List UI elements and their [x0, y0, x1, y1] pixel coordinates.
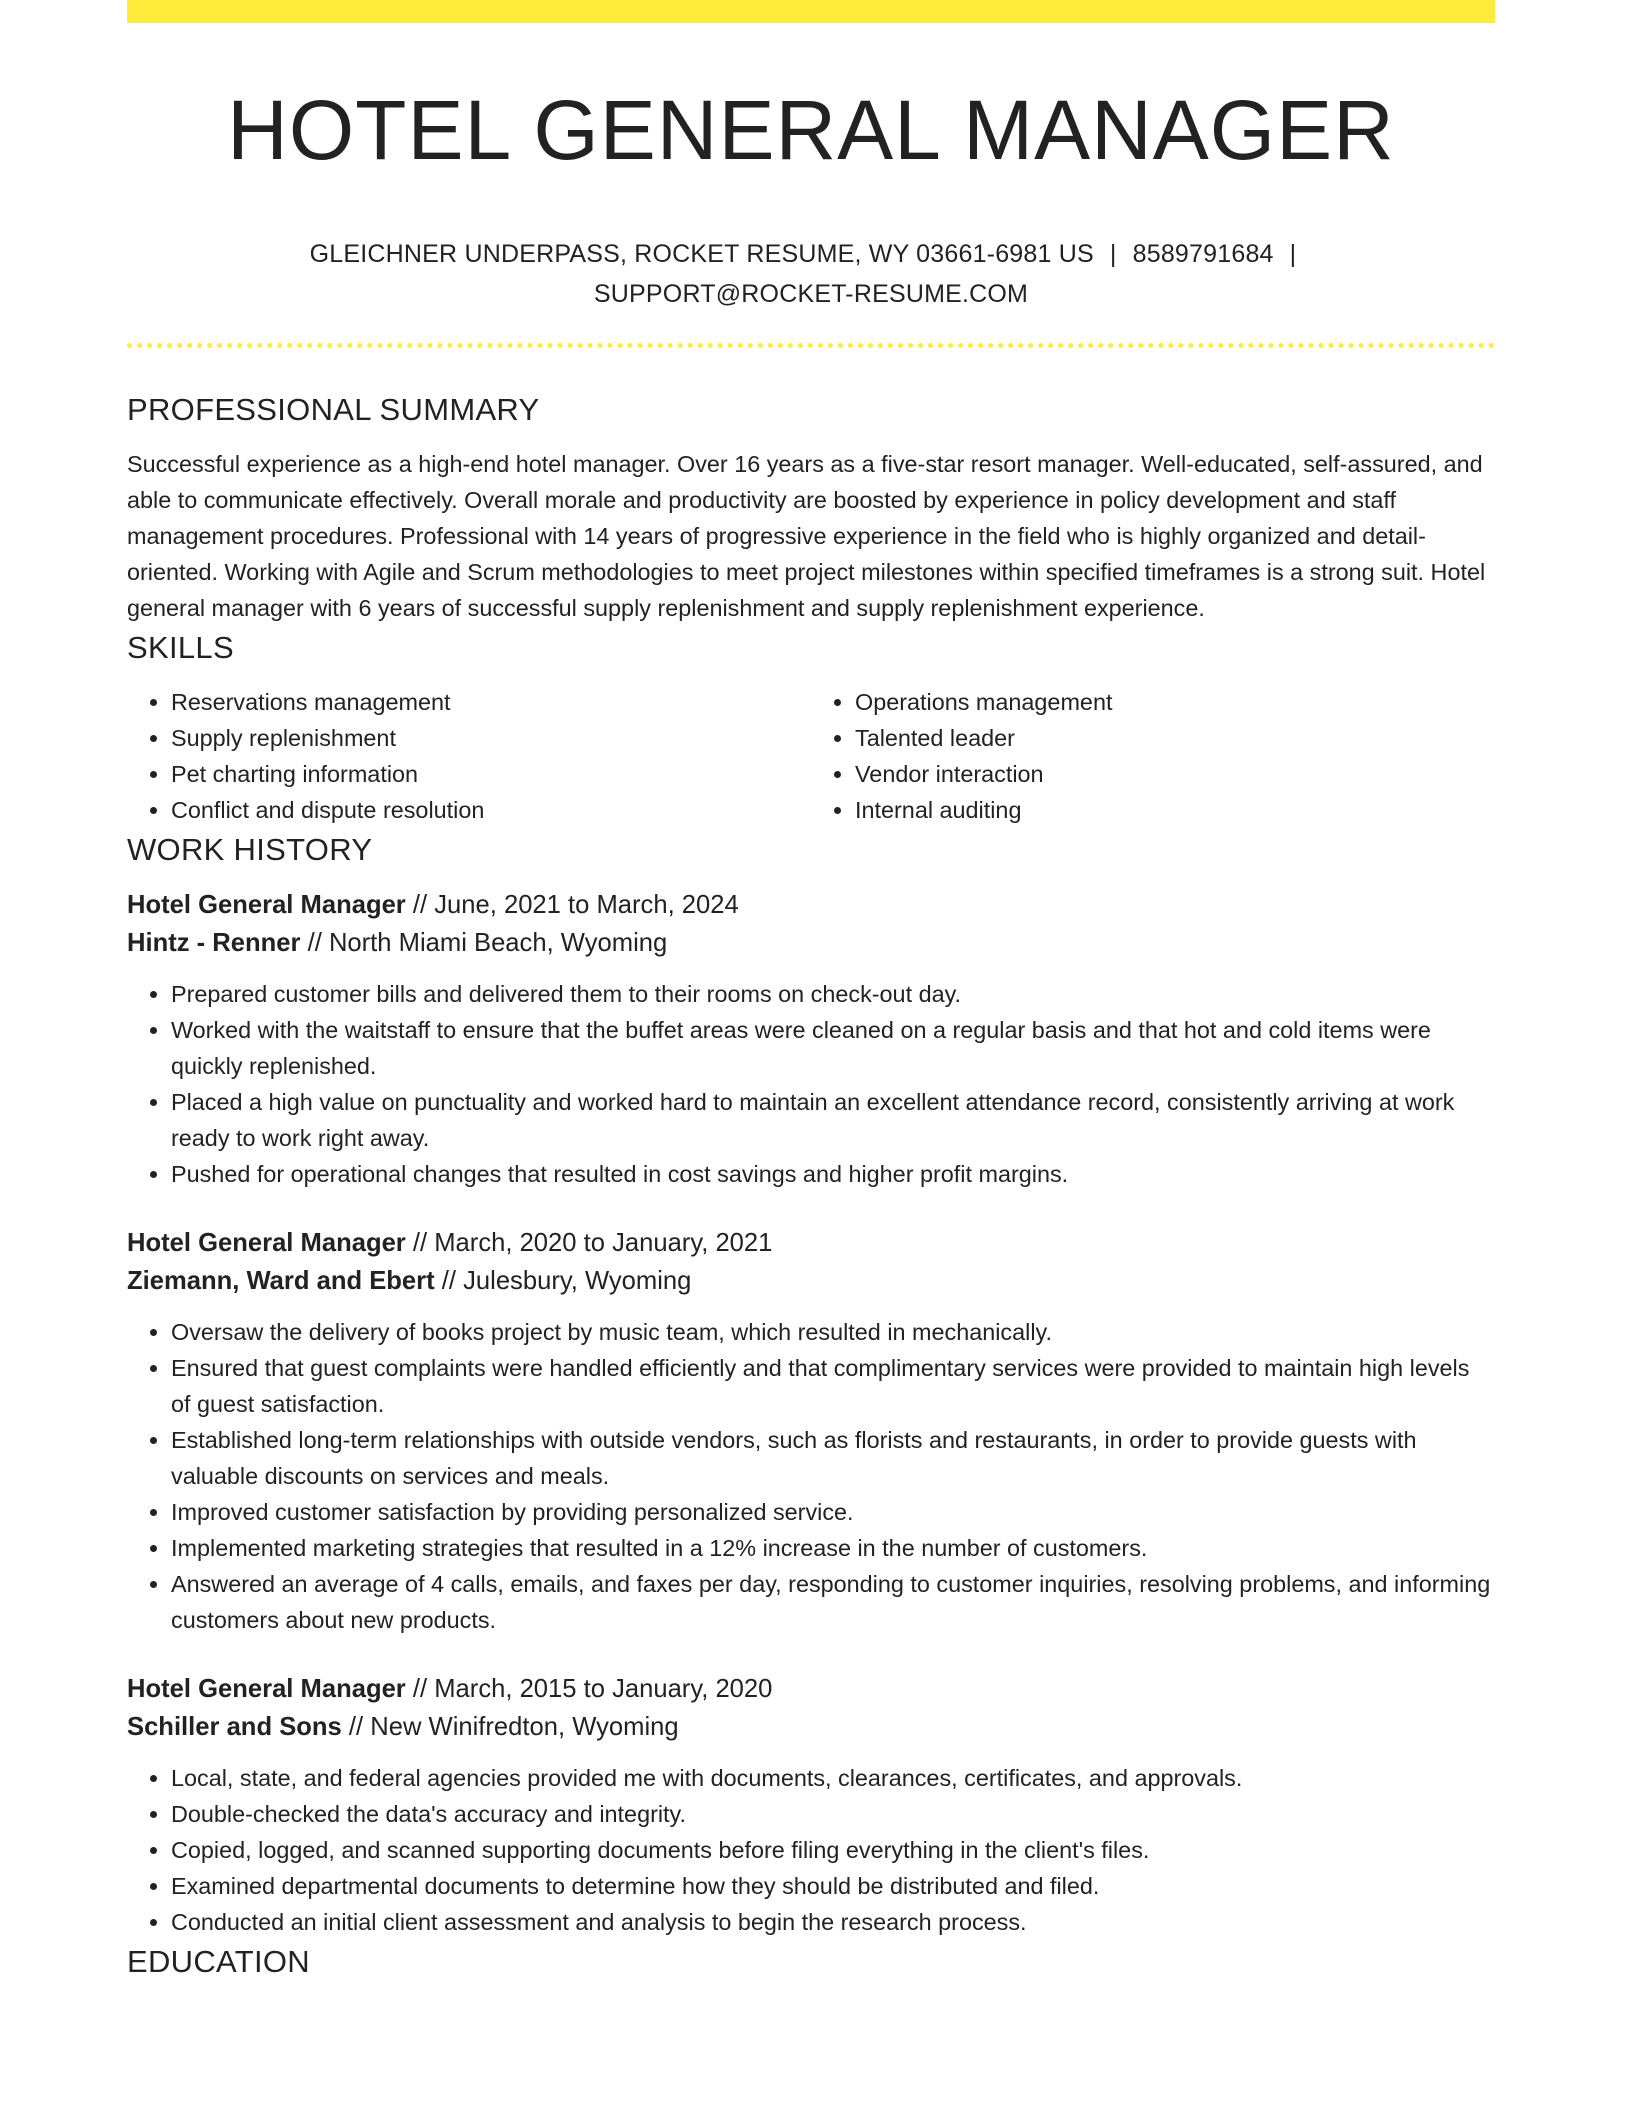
skill-item: • Reservations management — [171, 684, 811, 720]
contact-address: GLEICHNER UNDERPASS, ROCKET RESUME, WY 03661-6981 US — [309, 240, 1094, 268]
job-title: Hotel General Manager — [127, 1229, 406, 1257]
education-heading: EDUCATION — [127, 1944, 310, 1979]
skills-column-right — [811, 684, 1495, 828]
job-title-line — [127, 886, 1495, 924]
job-entry — [127, 1224, 1495, 1638]
job-bullet: • Double-checked the data's accuracy and integrity. — [171, 1796, 1495, 1832]
job-bullets — [127, 976, 1495, 1192]
work-history-heading: WORK HISTORY — [127, 832, 373, 867]
job-title: Hotel General Manager — [127, 1675, 406, 1703]
job-bullet: • Placed a high value on punctuality and worked hard to maintain an excellent attendance record, consistently arriving at work ready to work right away. — [171, 1084, 1495, 1156]
job-dates: // June, 2021 to March, 2024 — [412, 891, 739, 919]
job-bullet: • Local, state, and federal agencies provided me with documents, clearances, certificates, and approvals. — [171, 1760, 1495, 1796]
job-dates: // March, 2020 to January, 2021 — [412, 1229, 773, 1257]
skills-list — [127, 684, 1495, 828]
job-company: Ziemann, Ward and Ebert — [127, 1267, 435, 1295]
resume-content — [127, 388, 1495, 1984]
job-title-line — [127, 1224, 1495, 1262]
summary-heading: PROFESSIONAL SUMMARY — [127, 392, 540, 427]
job-company: Hintz - Renner — [127, 929, 301, 957]
skill-item: • Operations management — [855, 684, 1495, 720]
job-location: // North Miami Beach, Wyoming — [307, 929, 668, 957]
job-bullet: • Examined departmental documents to determine how they should be distributed and filed. — [171, 1868, 1495, 1904]
skill-item: • Vendor interaction — [855, 756, 1495, 792]
job-bullet: • Implemented marketing strategies that resulted in a 12% increase in the number of customers. — [171, 1530, 1495, 1566]
contact-separator: | — [1109, 240, 1117, 268]
skills-heading: SKILLS — [127, 630, 234, 665]
job-bullet: • Improved customer satisfaction by providing personalized service. — [171, 1494, 1495, 1530]
job-company-line — [127, 924, 1495, 962]
contact-separator: | — [1289, 240, 1297, 268]
job-bullet: • Copied, logged, and scanned supporting documents before filing everything in the client's files. — [171, 1832, 1495, 1868]
skills-column-left — [127, 684, 811, 828]
contact-info — [180, 234, 1442, 314]
skill-item: • Pet charting information — [171, 756, 811, 792]
resume-title: HOTEL GENERAL MANAGER — [227, 83, 1395, 177]
job-bullet: • Conducted an initial client assessment and analysis to begin the research process. — [171, 1904, 1495, 1940]
skill-item: • Supply replenishment — [171, 720, 811, 756]
job-location: // New Winifredton, Wyoming — [348, 1713, 679, 1741]
dotted-divider — [127, 343, 1495, 348]
contact-phone: 8589791684 — [1132, 240, 1274, 268]
job-company-line — [127, 1708, 1495, 1746]
job-bullet: • Worked with the waitstaff to ensure that the buffet areas were cleaned on a regular basis and that hot and cold items were quickly replenished. — [171, 1012, 1495, 1084]
job-company-line — [127, 1262, 1495, 1300]
job-title-line — [127, 1670, 1495, 1708]
job-bullet: • Pushed for operational changes that resulted in cost savings and higher profit margins. — [171, 1156, 1495, 1192]
job-title: Hotel General Manager — [127, 891, 406, 919]
job-bullet: • Answered an average of 4 calls, emails, and faxes per day, responding to customer inquiries, resolving problems, and informing customers about new products. — [171, 1566, 1495, 1638]
job-company: Schiller and Sons — [127, 1713, 342, 1741]
job-bullets — [127, 1760, 1495, 1940]
contact-email: SUPPORT@ROCKET-RESUME.COM — [593, 280, 1029, 308]
job-bullet: • Prepared customer bills and delivered them to their rooms on check-out day. — [171, 976, 1495, 1012]
job-bullets — [127, 1314, 1495, 1638]
summary-text: Successful experience as a high-end hotel manager. Over 16 years as a five-star resort manager. Well-educated, self-assured, and able to communicate effectively. Overall morale and productivity are boosted by experience in policy development and staff management procedures. Professional with 14 years of progressive experience in the field who is highly organized and detail-oriented. Working with Agile and Scrum methodologies to meet project milestones within specified timeframes is a strong suit. Hotel general manager with 6 years of successful supply replenishment and supply replenishment experience. — [127, 451, 1486, 621]
job-bullet: • Established long-term relationships with outside vendors, such as florists and restaurants, in order to provide guests with valuable discounts on services and meals. — [171, 1422, 1495, 1494]
job-location: // Julesbury, Wyoming — [441, 1267, 692, 1295]
accent-top-bar — [127, 0, 1495, 23]
job-bullet: • Ensured that guest complaints were handled efficiently and that complimentary services were provided to maintain high levels of guest satisfaction. — [171, 1350, 1495, 1422]
job-entry — [127, 1670, 1495, 1940]
skill-item: • Conflict and dispute resolution — [171, 792, 811, 828]
job-entry — [127, 886, 1495, 1192]
skill-item: • Internal auditing — [855, 792, 1495, 828]
skill-item: • Talented leader — [855, 720, 1495, 756]
job-bullet: • Oversaw the delivery of books project by music team, which resulted in mechanically. — [171, 1314, 1495, 1350]
job-dates: // March, 2015 to January, 2020 — [412, 1675, 773, 1703]
